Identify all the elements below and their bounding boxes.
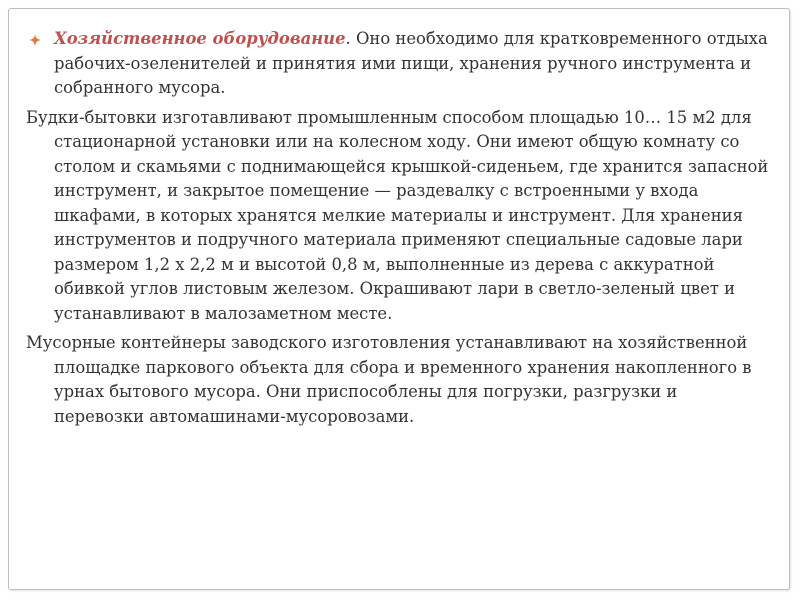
section-heading: Хозяйственное оборудование [54, 29, 346, 48]
slide [8, 8, 790, 590]
paragraph-3: Мусорные контейнеры заводского изготовления устанавливают на хозяйственной площадке паркового объекта для сбора и временного хранения накопленного в урнах бытового мусора. Они приспособлены для погрузки, разгрузки и перевозки автомашинами-мусоровозами. [26, 333, 752, 426]
paragraph-1-text: . Оно необходимо для кратковременного отдыха рабочих-озеленителей и принятия ими пищи, хранения ручного инструмента и собранного мусора. [54, 29, 768, 97]
paragraph-1 [9, 27, 791, 101]
paragraph-2: Будки-бытовки изготавливают промышленным способом площадью 10… 15 м2 для стационарной установки или на колесном ходу. Они имеют общую комнату со столом и скамьями с поднимающейся крышкой-сиденьем, где хранится запасной инструмент, и закрытое помещение — раздевалку с встроенными у входа шкафами, в которых хранятся мелкие материалы и инструмент. Для хранения инструментов и подручного материала применяют специальные садовые лари размером 1,2 х 2,2 м и высотой 0,8 м, выполненные из дерева с аккуратной обивкой углов листовым железом. Окрашивают лари в светло-зеленый цвет и устанавливают в малозаметном месте. [26, 107, 769, 323]
decorative-bullet-icon [29, 34, 41, 46]
slide-content [9, 27, 791, 434]
